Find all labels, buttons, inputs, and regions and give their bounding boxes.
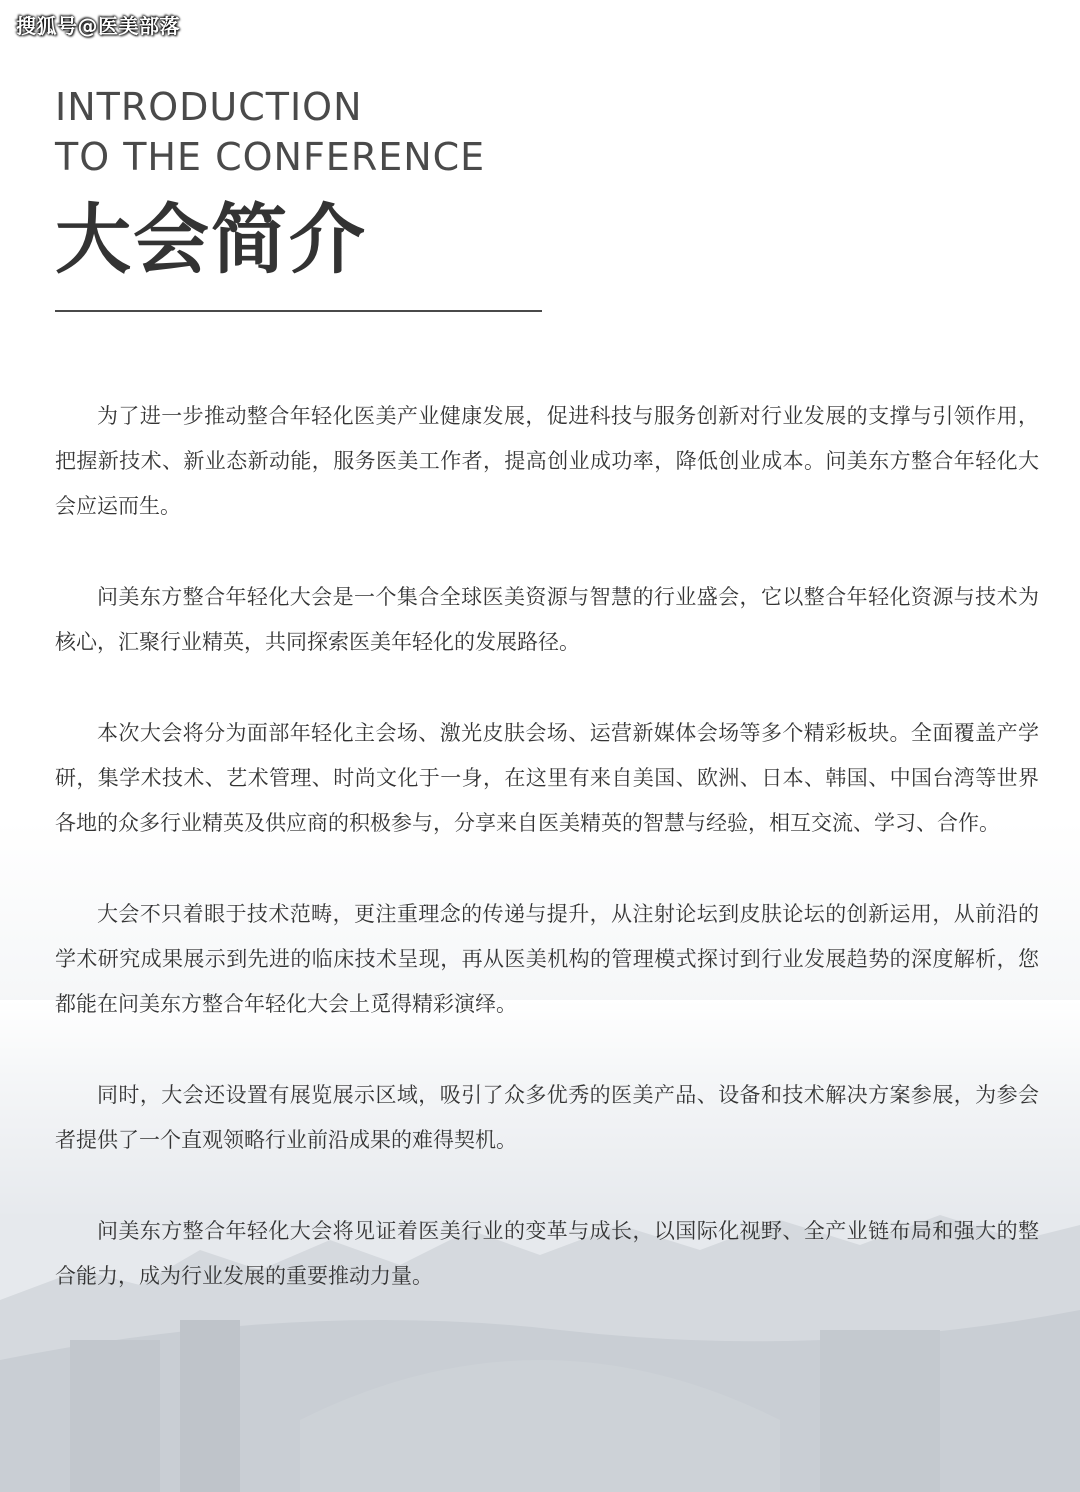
english-title-line-2: TO THE CONFERENCE — [55, 135, 486, 179]
title-divider — [55, 310, 542, 312]
paragraph-6: 问美东方整合年轻化大会将见证着医美行业的变革与成长，以国际化视野、全产业链布局和强大的整合能力，成为行业发展的重要推动力量。 — [55, 1219, 1039, 1288]
english-title-line-1: INTRODUCTION — [55, 85, 363, 129]
page-title: 大会简介 — [55, 195, 367, 284]
header — [55, 82, 485, 290]
paragraph-4: 大会不只着眼于技术范畴，更注重理念的传递与提升，从注射论坛到皮肤论坛的创新运用，从前沿的学术研究成果展示到先进的临床技术呈现，再从医美机构的管理模式探讨到行业发展趋势的深度解析，您都能在问美东方整合年轻化大会上觅得精彩演绎。 — [55, 902, 1039, 1016]
paragraph-3: 本次大会将分为面部年轻化主会场、激光皮肤会场、运营新媒体会场等多个精彩板块。全面覆盖产学研，集学术技术、艺术管理、时尚文化于一身，在这里有来自美国、欧洲、日本、韩国、中国台湾等世界各地的众多行业精英及供应商的积极参与，分享来自医美精英的智慧与经验，相互交流、学习、合作。 — [55, 721, 1039, 835]
watermark: 搜狐号@医美部落 — [16, 14, 180, 38]
article-body — [55, 394, 1039, 1299]
paragraph-5: 同时，大会还设置有展览展示区域，吸引了众多优秀的医美产品、设备和技术解决方案参展，为参会者提供了一个直观领略行业前沿成果的难得契机。 — [55, 1083, 1039, 1152]
paragraph-1: 为了进一步推动整合年轻化医美产业健康发展，促进科技与服务创新对行业发展的支撑与引领作用，把握新技术、新业态新动能，服务医美工作者，提高创业成功率，降低创业成本。问美东方整合年轻化大会应运而生。 — [55, 404, 1039, 518]
paragraph-2: 问美东方整合年轻化大会是一个集合全球医美资源与智慧的行业盛会，它以整合年轻化资源与技术为核心，汇聚行业精英，共同探索医美年轻化的发展路径。 — [55, 585, 1039, 654]
